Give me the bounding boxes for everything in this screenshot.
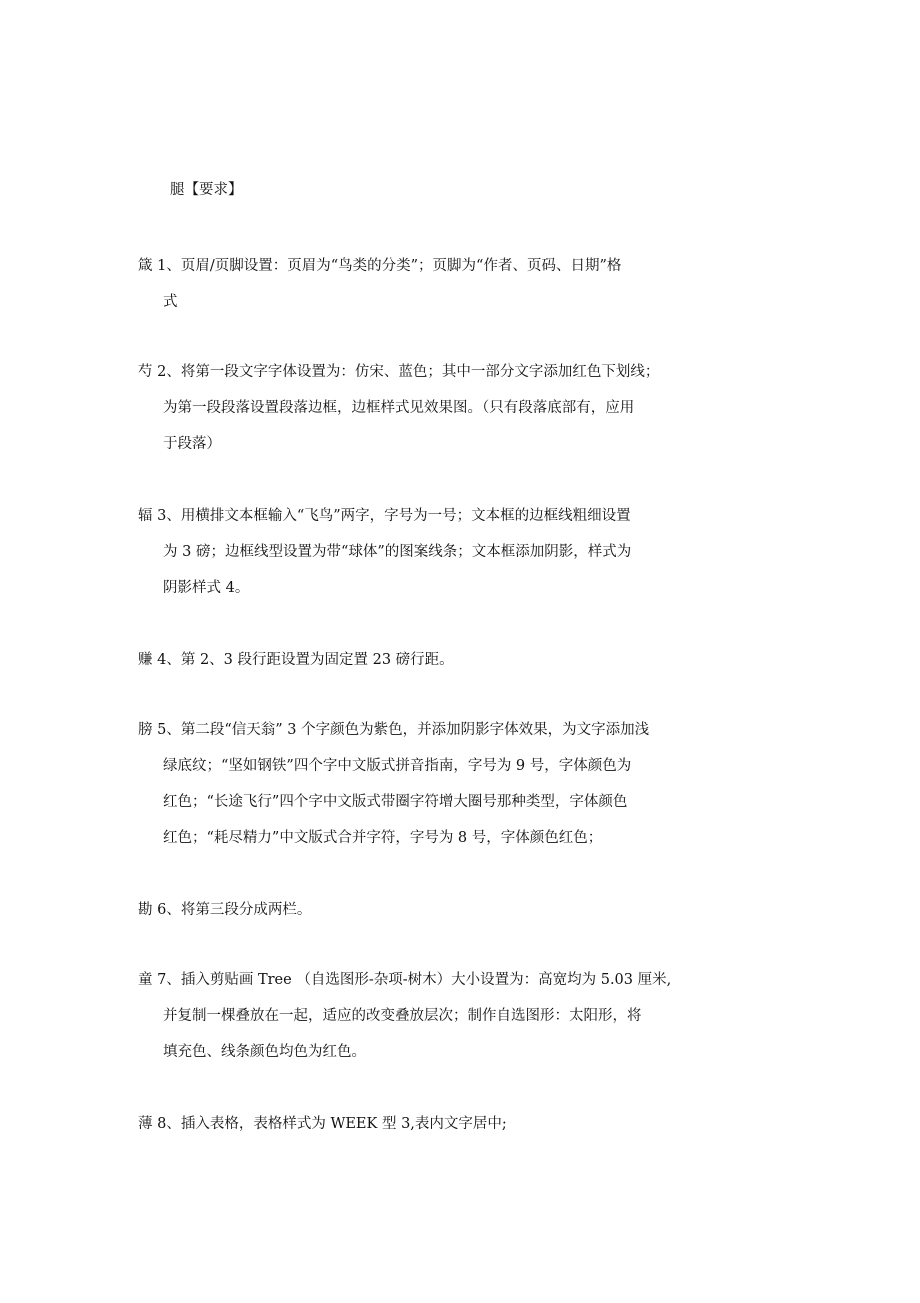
item-5-line-2: 绿底纹；“坚如钢铁”四个字中文版式拼音指南，字号为 9 号，字体颜色为 bbox=[163, 758, 632, 774]
item-3-line-2: 为 3 磅；边框线型设置为带“球体”的图案线条；文本框添加阴影，样式为 bbox=[163, 544, 632, 560]
item-6-line-1: 勘 6、将第三段分成两栏。 bbox=[138, 902, 312, 918]
item-3-line-1: 辐 3、用横排文本框输入“飞鸟”两字，字号为一号；文本框的边框线粗细设置 bbox=[138, 508, 631, 524]
item-2-line-2: 为第一段段落设置段落边框，边框样式见效果图。（只有段落底部有，应用 bbox=[163, 400, 635, 416]
item-7-line-1: 童 7、插入剪贴画 Tree （自选图形-杂项-树木）大小设置为：高宽均为 5.03 厘米, bbox=[138, 972, 672, 988]
item-3-line-3: 阴影样式 4。 bbox=[163, 580, 250, 596]
item-7-line-3: 填充色、线条颜色均色为红色。 bbox=[163, 1044, 366, 1060]
item-1-line-2: 式 bbox=[163, 294, 178, 310]
item-5-line-4: 红色；“耗尽精力”中文版式合并字符，字号为 8 号，字体颜色红色； bbox=[163, 830, 603, 846]
item-4-line-1: 赚 4、第 2、3 段行距设置为固定置 23 磅行距。 bbox=[138, 652, 454, 668]
item-5-line-1: 膀 5、第二段“信天翁” 3 个字颜色为紫色，并添加阴影字体效果，为文字添加浅 bbox=[138, 722, 650, 738]
item-1-line-1: 箴 1、页眉/页脚设置：页眉为“鸟类的分类”；页脚为“作者、页码、日期”格 bbox=[138, 258, 622, 274]
item-2-line-3: 于段落） bbox=[163, 436, 221, 452]
requirements-heading: 腿【要求】 bbox=[170, 182, 243, 198]
item-2-line-1: 芍 2、将第一段文字字体设置为：仿宋、蓝色；其中一部分文字添加红色下划线； bbox=[138, 364, 660, 380]
item-8-line-1: 薄 8、插入表格，表格样式为 WEEK 型 3,表内文字居中; bbox=[138, 1116, 507, 1132]
item-7-line-2: 并复制一棵叠放在一起，适应的改变叠放层次；制作自选图形：太阳形，将 bbox=[163, 1008, 642, 1024]
item-5-line-3: 红色；“长途飞行”四个字中文版式带圈字符增大圈号那种类型，字体颜色 bbox=[163, 794, 628, 810]
